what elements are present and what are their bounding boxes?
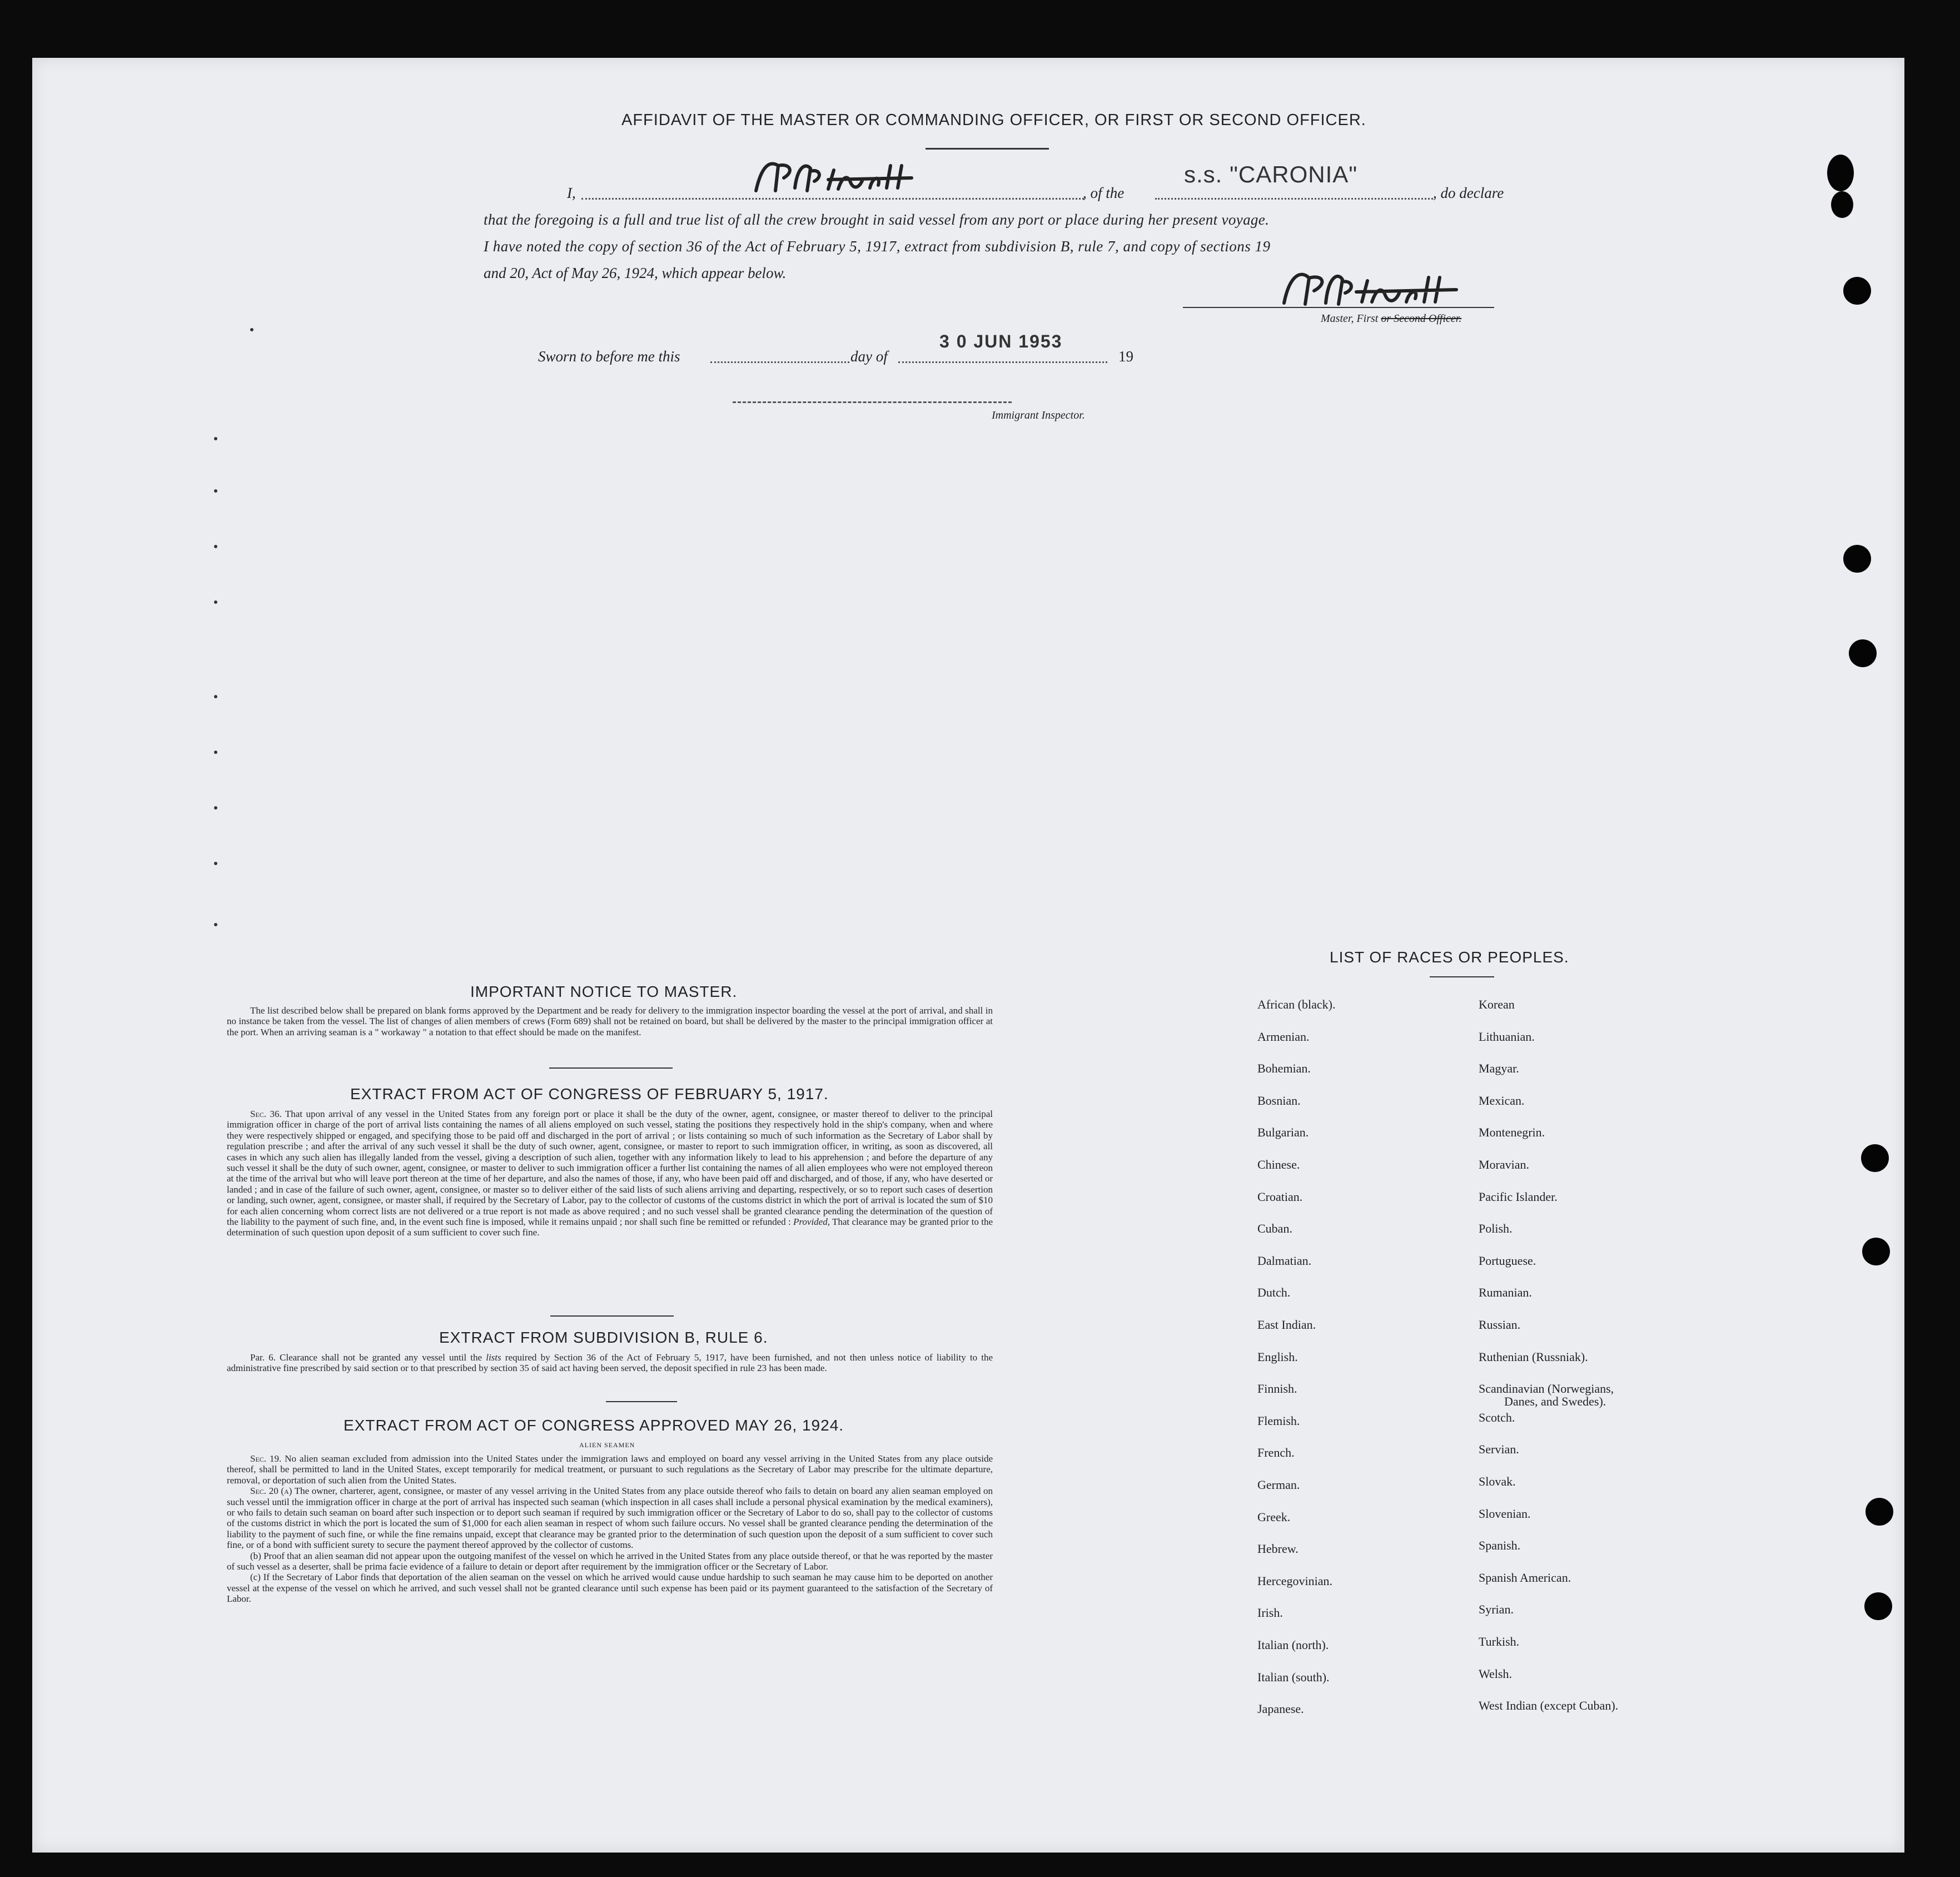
date-stamp: 3 0 JUN 1953 [939, 331, 1063, 351]
vessel-line [1155, 198, 1433, 200]
section-divider [550, 1315, 674, 1317]
i-label: I, [567, 185, 576, 201]
race-item: Finnish. [1257, 1382, 1297, 1396]
margin-speck [250, 328, 253, 331]
section-19-paragraph [227, 1453, 993, 1486]
extract-1924-text [227, 1453, 993, 1605]
punch-hole [1843, 545, 1871, 573]
section-20b-paragraph [227, 1551, 993, 1572]
day-of-label: day of [850, 348, 888, 365]
punch-hole [1843, 277, 1871, 305]
race-item: Greek. [1257, 1510, 1291, 1524]
punch-hole [1862, 1238, 1890, 1265]
margin-speck [214, 806, 217, 810]
margin-speck [214, 489, 217, 493]
race-item: Spanish American. [1479, 1571, 1571, 1585]
sworn-month-line [898, 361, 1107, 363]
punch-hole [1849, 639, 1877, 667]
punch-hole [1866, 1498, 1893, 1526]
race-item: Montenegrin. [1479, 1125, 1545, 1139]
race-item: Ruthenian (Russniak). [1479, 1350, 1588, 1364]
race-item: Pacific Islander. [1479, 1190, 1558, 1204]
margin-speck [214, 923, 217, 926]
race-item: Mexican. [1479, 1094, 1525, 1108]
race-item: Syrian. [1479, 1602, 1514, 1616]
year-prefix: 19 [1118, 348, 1133, 365]
vessel-name: s.s. "CARONIA" [1184, 161, 1358, 187]
race-item: Lithuanian. [1479, 1030, 1535, 1044]
lists-word: lists [486, 1352, 501, 1363]
race-item: Bulgarian. [1257, 1125, 1309, 1139]
race-item: Scandinavian (Norwegians, [1479, 1382, 1614, 1396]
race-item: West Indian (except Cuban). [1479, 1699, 1619, 1712]
affidavit-body-line1: that the foregoing is a full and true list of all the crew brought in said vessel from any port or place during her present voyage. [484, 211, 1270, 228]
margin-speck [214, 600, 217, 604]
par-6-text-a: Clearance shall not be granted any vessel until the [280, 1352, 482, 1363]
signature-master [1273, 259, 1506, 320]
notice-text [227, 1005, 993, 1037]
race-scandinavian-continued: Danes, and Swedes). [1504, 1394, 1606, 1408]
inspector-line [733, 401, 1012, 403]
race-item: Magyar. [1479, 1061, 1519, 1075]
extract-rule6-text [227, 1352, 993, 1374]
sworn-label: Sworn to before me this [538, 348, 680, 365]
section-36-text-end: That clearance may be granted prior to the determination of such question upon deposit of a sum sufficient to cover such fine. [227, 1216, 993, 1238]
race-item: Dalmatian. [1257, 1254, 1312, 1268]
section-36-label: Sec. 36. [250, 1109, 282, 1119]
extract-rule6-heading: EXTRACT FROM SUBDIVISION B, RULE 6. [439, 1329, 768, 1346]
race-item: Armenian. [1257, 1030, 1310, 1044]
race-item: Hercegovinian. [1257, 1574, 1332, 1588]
margin-speck [214, 751, 217, 754]
notice-heading: IMPORTANT NOTICE TO MASTER. [470, 983, 738, 1000]
race-item: Irish. [1257, 1606, 1283, 1620]
par-6-label: Par. 6. [250, 1352, 276, 1363]
affidavit-title: AFFIDAVIT OF THE MASTER OR COMMANDING OFFICER, OR FIRST OR SECOND OFFICER. [621, 111, 1366, 129]
race-item: Italian (south). [1257, 1670, 1330, 1684]
races-heading: LIST OF RACES OR PEOPLES. [1330, 949, 1569, 966]
extract-1917-text [227, 1109, 993, 1238]
race-item: Cuban. [1257, 1221, 1292, 1235]
race-item: Hebrew. [1257, 1542, 1299, 1556]
race-item: Slovak. [1479, 1474, 1516, 1488]
affidavit-body-line2: I have noted the copy of section 36 of the Act of February 5, 1917, extract from subdivision B, rule 7, and copy of sections 19 [484, 238, 1271, 255]
sworn-day-line [710, 361, 849, 363]
section-20a-text: The owner, charterer, agent, consignee, or master of any vessel arriving in the United States from any place outside thereof who fails to detain on board any alien seaman employed on such vessel until the immigration officer in charge at the port of arrival has inspected such seaman (which inspection in all cases shall include a personal physical examination by the medical examiners), or who fails to detain such seaman on board after such inspection or to deport such seaman if required by such immigration officer or the Secretary of Labor to do so, shall pay to the collector of customs of the customs district in which the port is located the sum of $1,000 for each alien seaman in respect of whom such failure occurs. No vessel shall be granted clearance pending the determination of the liability to the payment of such fine, or while the fine remains unpaid, except that clearance may be granted prior to the determination of such question upon the deposit of a sum sufficient to cover such fine, or of a bond with sufficient surety to secure the payment thereof approved by the collector of customs. [227, 1486, 993, 1551]
par-6-text-b: required by Section 36 of the Act of February 5, 1917, have been furnished, and not then unless notice of liability to the administrative fine prescribed by said section or to that prescribed by section 35 of said act having been served, the deposit specified in rule 23 has been made. [227, 1352, 993, 1374]
punch-hole [1861, 1144, 1889, 1172]
affidavit-body-line3: and 20, Act of May 26, 1924, which appear below. [484, 265, 787, 281]
race-item: Portuguese. [1479, 1254, 1536, 1268]
master-signature-line [1183, 307, 1494, 308]
par-6-paragraph [227, 1352, 993, 1374]
section-20b-text: Proof that an alien seaman did not appear upon the outgoing manifest of the vessel on which he arrived in the United States from any place outside thereof, or that he was reported by the master of such vessel as a deserter, shall be prima facie evidence of a failure to detain or deport after requirement by the immigration officer or the Secretary of Labor. [227, 1550, 993, 1572]
race-item: East Indian. [1257, 1318, 1316, 1332]
race-item: German. [1257, 1478, 1300, 1492]
race-item: Slovenian. [1479, 1507, 1531, 1521]
race-item: French. [1257, 1446, 1295, 1459]
section-20c-label: (c) [250, 1572, 261, 1583]
race-item: Flemish. [1257, 1414, 1300, 1428]
alien-seamen-subheading: ALIEN SEAMEN [579, 1441, 635, 1449]
race-item: Turkish. [1479, 1635, 1520, 1648]
section-divider [606, 1401, 677, 1402]
signer-title-prefix: Master, First [1321, 312, 1381, 325]
provided-word: Provided, [793, 1216, 830, 1228]
of-the-label: , of the [1083, 185, 1125, 201]
do-declare-label: , do declare [1433, 185, 1504, 201]
section-19-text: No alien seaman excluded from admission into the United States under the immigration laws and employed on board any vessel arriving in the United States from any place outside thereof, shall be permitted to land in the United States, except temporarily for medical treatment, or pursuant to such regulations as the Secretary of Labor may prescribe for the ultimate departure, removal, or deportation of such alien from the United States. [227, 1453, 993, 1486]
race-item: Moravian. [1479, 1158, 1530, 1171]
race-item: Chinese. [1257, 1158, 1300, 1171]
punch-hole [1864, 1592, 1892, 1620]
extract-1917-heading: EXTRACT FROM ACT OF CONGRESS OF FEBRUARY 5, 1917. [350, 1085, 829, 1103]
race-item: African (black). [1257, 997, 1336, 1011]
race-item: Croatian. [1257, 1190, 1303, 1204]
section-20a-label: Sec. 20 (a) [250, 1486, 292, 1497]
race-item: Japanese. [1257, 1702, 1304, 1716]
race-item: Dutch. [1257, 1285, 1291, 1299]
section-divider [549, 1067, 673, 1069]
signer-title [1321, 312, 1461, 325]
signature-name [745, 149, 945, 205]
extract-1924-heading: EXTRACT FROM ACT OF CONGRESS APPROVED MAY 26, 1924. [344, 1417, 844, 1434]
section-36-paragraph [227, 1109, 993, 1238]
section-36-text: That upon arrival of any vessel in the United States from any foreign port or place it shall be the duty of the owner, agent, consignee, or master thereof to deliver to the principal immigration officer in charge of the port of arrival lists containing the names of all aliens employed on such vessel, stating the positions they respectively hold in the ship's company, when and where they were respectively shipped or engaged, and specifying those to be paid off and discharged in the port of arrival ; or lists containing so much of such information as the Secretary of Labor shall by regulation prescribe ; and after the arrival of any such vessel it shall be the duty of such owner, agent, consignee, or master to report to such immigration officer, in writing, as soon as discovered, all cases in which any such alien has illegally landed from the vessel, giving a description of such alien, together with any information likely to lead to his apprehension ; and before the departure of any such vessel it shall be the duty of such owner, agent, consignee, or master to deliver to such immigration officer a further list containing the names of all alien employees who were not employed thereon at the time of the arrival but who will leave port thereon at the time of her departure, and also the names of those, if any, who have been paid off and discharged, and of those, if any, who have deserted or landed ; and in case of the failure of such owner, agent, consignee, or master so to deliver either of the said lists of such aliens arriving and departing, respectively, or so to report such cases of desertion or landing, such owner, agent, consignee, or master shall, if required by the Secretary of Labor, pay to the collector of customs of the customs district in which the port of arrival is located the sum of $10 for each alien concerning whom correct lists are not delivered or a true report is not made as above required ; and no such vessel shall be granted clearance pending the determination of the question of the liability to the payment of such fine, and, in the event such fine is imposed, while it remains unpaid ; nor shall such fine be remitted or refunded : [227, 1109, 993, 1228]
race-item: Servian. [1479, 1442, 1519, 1456]
inspector-label: Immigrant Inspector. [992, 409, 1085, 421]
signer-title-struck: or Second Officer. [1381, 312, 1462, 325]
race-item: Korean [1479, 997, 1515, 1011]
notice-paragraph: The list described below shall be prepared on blank forms approved by the Department and be ready for delivery to the immigration inspector boarding the vessel at the port of arrival, and shall in no instance be taken from the vessel. The list of changes of alien members of crews (Form 689) shall not be retained on board, but shall be delivered by the master to the principal immigration officer at the port. When an arriving seaman is a " workaway " a notation to that effect should be made on the manifest. [227, 1005, 993, 1037]
races-heading-rule [1430, 976, 1494, 977]
section-20a-paragraph [227, 1486, 993, 1550]
race-item: Rumanian. [1479, 1285, 1532, 1299]
race-item: Spanish. [1479, 1538, 1521, 1552]
section-19-label: Sec. 19. [250, 1453, 282, 1464]
punch-hole [1831, 191, 1853, 218]
race-item: English. [1257, 1350, 1298, 1364]
section-20c-text: If the Secretary of Labor finds that deportation of the alien seaman on the vessel on which he arrived would cause undue hardship to such seaman he may cause him to be deported on another vessel at the expense of the vessel on which he arrived, and such vessel shall not be granted clearance until such expense has been paid or its payment guaranteed to the satisfaction of the Secretary of Labor. [227, 1572, 993, 1605]
section-20c-paragraph [227, 1572, 993, 1604]
race-item: Scotch. [1479, 1411, 1515, 1424]
race-item: Bosnian. [1257, 1094, 1301, 1108]
race-item: Welsh. [1479, 1667, 1512, 1681]
margin-speck [214, 437, 217, 440]
section-20b-label: (b) [250, 1550, 261, 1561]
race-item: Bohemian. [1257, 1061, 1311, 1075]
margin-speck [214, 695, 217, 698]
punch-hole [1827, 155, 1854, 191]
race-item: Polish. [1479, 1221, 1513, 1235]
race-item: Italian (north). [1257, 1638, 1329, 1652]
margin-speck [214, 545, 217, 548]
margin-speck [214, 862, 217, 865]
race-item: Russian. [1479, 1318, 1521, 1332]
